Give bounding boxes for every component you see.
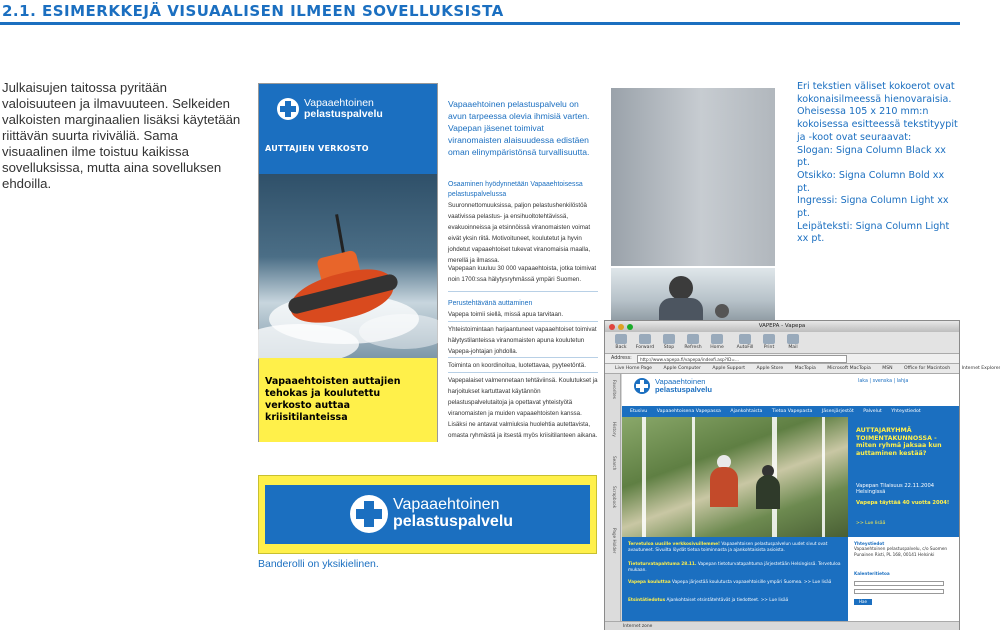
- side-tab-page-holder[interactable]: Page Holder: [612, 528, 617, 554]
- web-header: [622, 374, 959, 402]
- heading-rule: [0, 22, 960, 25]
- nav-item[interactable]: Jäsenjärjestöt: [821, 409, 854, 414]
- zoom-icon[interactable]: [627, 324, 633, 330]
- browser-titlebar: [605, 321, 959, 332]
- window-title: VAPEPA - Vapepa: [758, 323, 806, 329]
- nav-item[interactable]: Vapaaehtoisena Vapepassa: [656, 409, 721, 414]
- home-icon: [711, 334, 723, 344]
- web-promo-box[interactable]: [848, 417, 959, 537]
- banner-logo: [350, 495, 513, 533]
- logo-text: [304, 98, 383, 120]
- web-news-list: [622, 537, 848, 621]
- favorite-link[interactable]: Apple Support: [712, 366, 746, 371]
- brochure-divider: [448, 372, 598, 373]
- logo-line1: Vapaaehtoinen: [304, 97, 374, 109]
- brochure-section1-body: Suuronnettomuuksissa, paljon pelastushenkilöstöä vaativissa pelastus- ja ensihuoltotehtävissä, evakuoinneissa ja etsinnöissä viranomaisten voimat eivät yksin riitä. Motivoituneet, koulutetut ja hyvin johdetut vapaaehtoiset tukevat viranomaisia maalla, merellä ja ilmassa.: [448, 202, 591, 264]
- brochure-divider: [448, 321, 598, 322]
- brochure-section2-p3: Toiminta on koordinoitua, luotettavaa, pyyteetöntä.: [448, 362, 586, 369]
- web-language-links[interactable]: laka | svenska | lahja: [858, 379, 909, 384]
- banner-caption: Banderolli on yksikielinen.: [258, 558, 379, 570]
- browser-statusbar: Internet zone: [605, 621, 959, 630]
- address-bar: [605, 354, 959, 364]
- favorites-bar: [605, 364, 1000, 374]
- favorite-link[interactable]: Microsoft MacTopia: [827, 366, 871, 371]
- font-note-3: Slogan: Signa Column Black xx pt.: [797, 144, 946, 169]
- poster-subtitle: AUTTAJIEN VERKOSTO: [265, 144, 369, 153]
- font-note-4: Otsikko: Signa Column Bold xx pt.: [797, 169, 945, 194]
- favorite-link[interactable]: Apple Computer: [663, 366, 701, 371]
- font-note-5: Ingressi: Signa Column Light xx pt.: [797, 195, 949, 220]
- stop-icon: [663, 334, 675, 344]
- close-icon[interactable]: [609, 324, 615, 330]
- favorite-link[interactable]: MacTopia: [794, 366, 816, 371]
- brochure-section1-heading: Osaaminen hyödynnetään Vapaaehtoisessa pelastuspalvelussa: [448, 181, 583, 198]
- side-tab-history[interactable]: History: [612, 422, 617, 437]
- address-input[interactable]: http://www.vapepa.fi/vapepa/indexfi.asp?ID=...: [637, 355, 847, 363]
- back-button[interactable]: Back: [611, 334, 631, 350]
- favorite-link[interactable]: MSN: [882, 366, 893, 371]
- favorite-link[interactable]: Internet Explorer: [961, 366, 1000, 371]
- page-heading: 2.1. ESIMERKKEJÄ VISUAALISEN ILMEEN SOVELLUKSISTA: [2, 2, 504, 20]
- brochure-section2-p4: Vapepalaiset valmennetaan tehtäviinsä. Koulutukset ja harjoitukset kartuttavat käytännön pelastuspalvelutaitoja ja opettavat yhteistyötä viranomaisten ja muiden vapaaehtoisten kanssa. Lisäksi ne antavat valmiuksia huolehtia autettavista, omasta ryhmästä ja itsestä myös kriisitilanteen aikana.: [448, 377, 598, 439]
- logo-line2: pelastuspalvelu: [304, 108, 383, 121]
- rescue-boat-photo: [259, 174, 437, 358]
- side-tab-search[interactable]: Search: [612, 456, 617, 471]
- intro-paragraph: Julkaisujen taitossa pyritään valoisuuteen ja ilmavuuteen. Selkeiden valkoisten marginaalien lisäksi käytetään riittävän suurta riviväliä. Sama visuaalinen ilme toistuu kaikissa sovelluksissa, mutta aina sovelluksen ehdoilla.: [2, 80, 241, 191]
- favorite-link[interactable]: Office for Macintosh: [904, 366, 951, 371]
- browser-window: [604, 320, 1000, 630]
- nav-item[interactable]: Palvelut: [863, 409, 882, 414]
- web-navigation: [622, 406, 959, 417]
- refresh-icon: [687, 334, 699, 344]
- font-notes: [797, 81, 960, 246]
- refresh-button[interactable]: Refresh: [683, 334, 703, 350]
- brochure-lead: Vapaaehtoinen pelastuspalvelu on avun tarpeessa olevia ihmisiä varten. Vapepan jäsenet toimivat viranomaisten alaisuudessa edistäen oman elinympäristönsä turvallisuutta.: [448, 99, 590, 157]
- back-icon: [615, 334, 627, 344]
- poster-slogan-area: [259, 358, 437, 442]
- brochure-people-photo: [611, 268, 775, 322]
- logo-text: [655, 378, 712, 394]
- favorite-link[interactable]: Apple Store: [756, 366, 784, 371]
- mail-button[interactable]: Mail: [783, 334, 803, 350]
- promo-title: AUTTAJARYHMÄ TOIMENTAKUNNOSSA - miten ryhmä jaksaa kun auttaminen kestää?: [856, 427, 942, 457]
- web-side-column: [848, 537, 959, 621]
- address-label: Address:: [611, 356, 632, 361]
- font-note-2: Oheisessa 105 x 210 mm:n kokoisessa esitteessä tekstityypit ja -koot ovat seuraavat:: [797, 106, 958, 143]
- nav-item[interactable]: Etusivu: [630, 409, 648, 414]
- font-note-1: Eri tekstien väliset kokoerot ovat kokonaisilmeessä hienovaraisia.: [797, 81, 955, 105]
- promo-extra: Vapepa täyttää 40 vuotta 2004!: [856, 499, 950, 506]
- logo-line2: pelastuspalvelu: [393, 513, 514, 530]
- news-item[interactable]: Vapepa kouluttaa Vapepa järjestää koulutusta vapaaehtoisille ympäri Suomea. >> Lue lisää: [628, 580, 832, 585]
- poster-header: [259, 84, 437, 174]
- print-icon: [763, 334, 775, 344]
- side-tab-favorites[interactable]: Favorites: [612, 380, 617, 399]
- side-search-input[interactable]: [854, 581, 944, 586]
- brochure-divider: [448, 357, 598, 358]
- home-button[interactable]: Home: [707, 334, 727, 350]
- news-item[interactable]: Tietoturvatapahtuma 28.11. Vapepan tietoturvatapahtuma järjestetään Helsingissä. Tervetuloa mukaan.: [628, 562, 841, 573]
- logo-line1: Vapaaehtoinen: [655, 377, 706, 387]
- logo-line2: pelastuspalvelu: [655, 385, 712, 394]
- favorite-link[interactable]: Live Home Page: [615, 366, 652, 371]
- brochure-section2-p1: Vapepa toimii siellä, missä apua tarvitaan.: [448, 311, 564, 318]
- web-logo[interactable]: [634, 378, 712, 394]
- side-form-heading: Kalenteritietoa: [854, 571, 890, 576]
- forward-icon: [639, 334, 651, 344]
- cross-icon: [277, 98, 299, 120]
- logo-line1: Vapaaehtoinen: [393, 496, 500, 514]
- font-note-6: Leipäteksti: Signa Column Light xx pt.: [797, 220, 950, 245]
- autofill-icon: [739, 334, 751, 344]
- brochure-divider: [448, 291, 598, 292]
- brochure-section1-extra: Vapepaan kuuluu 30 000 vapaaehtoista, jotka toimivat noin 1700:ssa hälytysryhmässä ympäri Suomen.: [448, 265, 597, 283]
- browser-toolbar: [605, 332, 959, 354]
- autofill-button[interactable]: AutoFill: [735, 334, 755, 350]
- side-search-button[interactable]: Hae: [854, 599, 872, 605]
- explorer-sidebar: [605, 374, 621, 621]
- banner-example: [258, 475, 597, 554]
- side-search-input[interactable]: [854, 589, 944, 594]
- forest-rescuers-photo: [622, 417, 848, 537]
- mail-icon: [787, 334, 799, 344]
- poster-slogan: Vapaaehtoisten auttajien tehokas ja koulutettu verkosto auttaa kriisitilanteissa: [265, 376, 401, 423]
- poster-logo: [277, 98, 383, 120]
- promo-read-more-link[interactable]: >> Lue lisää: [856, 521, 886, 526]
- brochure-section2-heading: Perustehtävänä auttaminen: [448, 300, 533, 307]
- brochure-photo-placeholder: [611, 88, 775, 266]
- logo-text: [393, 497, 513, 531]
- nav-item[interactable]: Yhteystiedot: [891, 409, 921, 414]
- banner-panel: [265, 485, 590, 544]
- vapepa-webpage: [622, 374, 959, 621]
- forward-button[interactable]: Forward: [635, 334, 655, 350]
- poster-example: [258, 83, 438, 442]
- brochure-section2-p2: Yhteistoimintaan harjaantuneet vapaaehtoiset toimivat hälytystilanteissa viranomaisten apuna koulutetun Vapepa-johtajan johdolla.: [448, 326, 597, 355]
- cross-icon: [634, 378, 650, 394]
- side-tab-scrapbook[interactable]: Scrapbook: [612, 486, 617, 509]
- cross-icon: [350, 495, 388, 533]
- side-contact: Yhteystiedot Vapaaehtoinen pelastuspalvelu, c/o Suomen Punainen Risti, PL 168, 00141 Helsinki: [854, 541, 948, 557]
- nav-item[interactable]: Ajankohtaista: [730, 409, 763, 414]
- minimize-icon[interactable]: [618, 324, 624, 330]
- print-button[interactable]: Print: [759, 334, 779, 350]
- news-item[interactable]: Tervetuloa uusille verkkosivuillemme! Vapaaehtoisen pelastuspalvelun uudet sivut ovat avautuneet. Sivuilta löydät tietoa toiminnasta ja ajankohtaisista asioista.: [628, 542, 828, 553]
- promo-subtitle: Vapepan Tilaisuus 22.11.2004 Helsingissä Vapepa täyttää 40 vuotta 2004!: [856, 483, 952, 506]
- news-item[interactable]: Etsintätiedotus Ajankohtaiset etsintätehtävät ja tiedotteet. >> Lue lisää: [628, 598, 789, 603]
- nav-item[interactable]: Tietoa Vapepasta: [771, 409, 813, 414]
- stop-button[interactable]: Stop: [659, 334, 679, 350]
